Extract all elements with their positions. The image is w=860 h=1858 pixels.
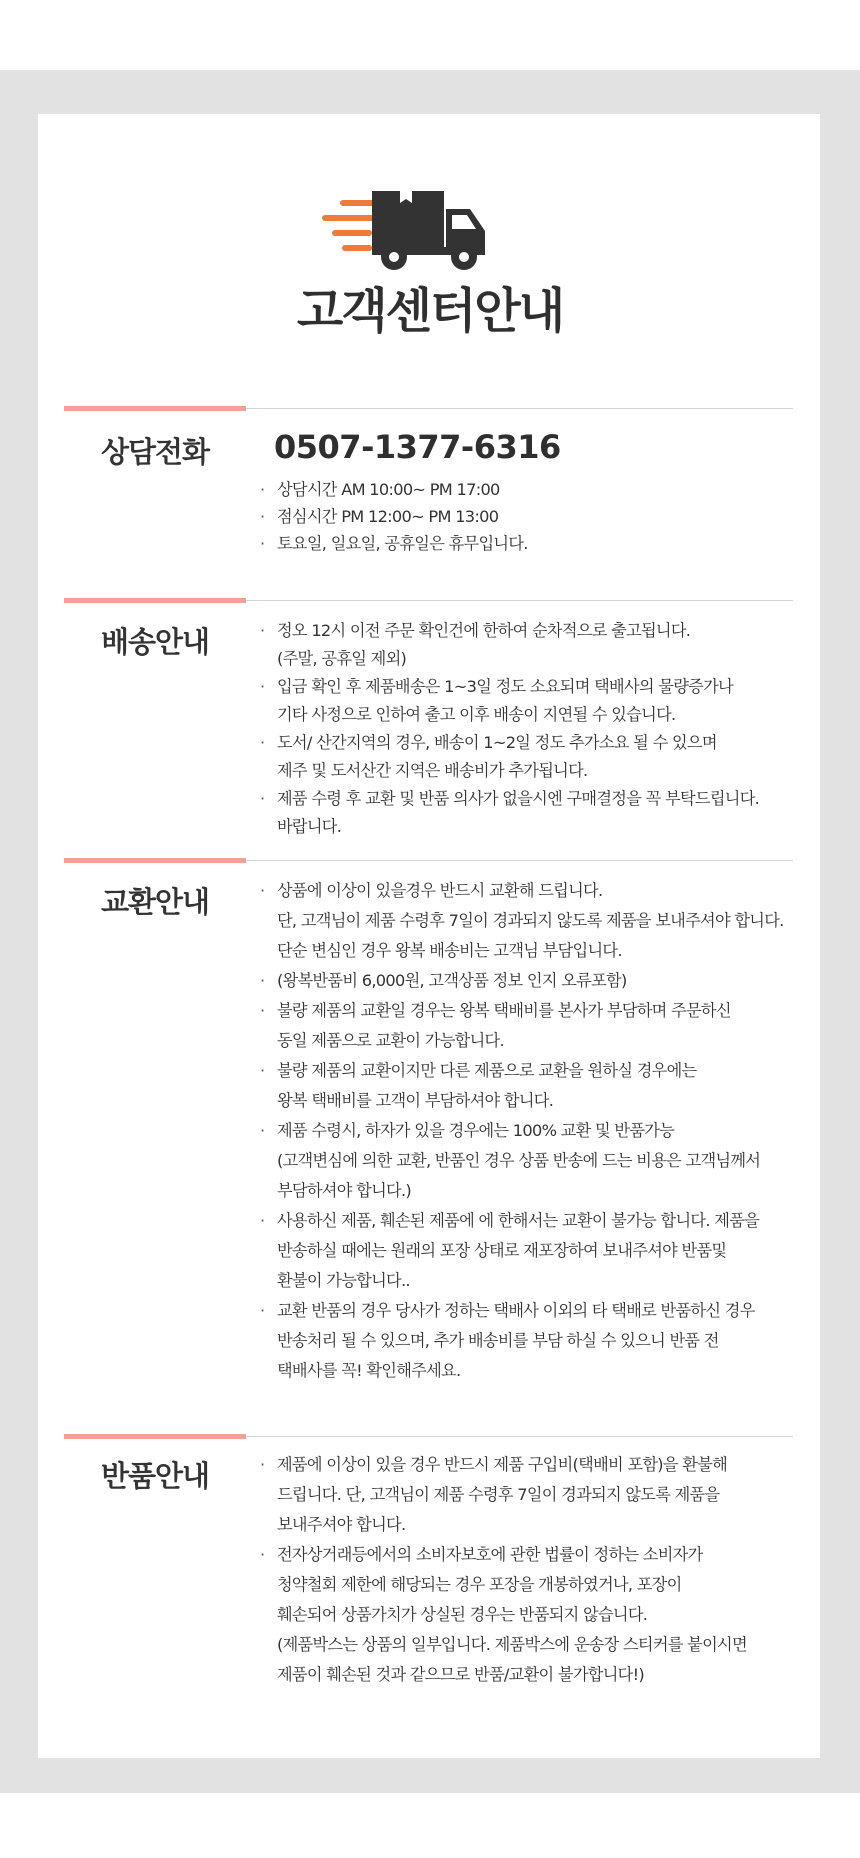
exchange-line: 교환 반품의 경우 당사가 정하는 택배사 이외의 타 택배로 반품하신 경우 (277, 1301, 755, 1320)
return-line: 전자상거래등에서의 소비자보호에 관한 법률이 정하는 소비자가 (277, 1545, 703, 1564)
exchange-line: 제품 수령시, 하자가 있을 경우에는 100% 교환 및 반품가능 (277, 1121, 675, 1140)
exchange-line: 부담하셔야 합니다.) (277, 1181, 412, 1200)
delivery-line: 입금 확인 후 제품배송은 1~3일 정도 소요되며 택배사의 물량증가나 (277, 677, 733, 696)
return-line: 청약철회 제한에 해당되는 경우 포장을 개봉하였거나, 포장이 (277, 1575, 682, 1594)
exchange-line: (왕복반품비 6,000원, 고객상품 정보 인지 오류포함) (277, 971, 627, 990)
exchange-line: 동일 제품으로 교환이 가능합니다. (277, 1031, 504, 1050)
exchange-line: (고객변심에 의한 교환, 반품인 경우 상품 반송에 드는 비용은 고객님께서 (277, 1151, 761, 1170)
exchange-line: 불량 제품의 교환일 경우는 왕복 택배비를 본사가 부담하며 주문하신 (277, 1001, 731, 1020)
exchange-line: 왕복 택배비를 고객이 부담하셔야 합니다. (277, 1091, 554, 1110)
exchange-line: 상품에 이상이 있을경우 반드시 교환해 드립니다. (277, 881, 603, 900)
exchange-line: 택배사를 꼭! 확인해주세요. (277, 1361, 461, 1380)
page-title: 고객센터안내 (296, 283, 564, 339)
return-line: 제품에 이상이 있을 경우 반드시 제품 구입비(택배비 포함)을 환불해 (277, 1455, 728, 1474)
return-line: 보내주셔야 합니다. (277, 1515, 406, 1534)
delivery-truck-icon (322, 185, 487, 273)
delivery-line: 기타 사정으로 인하여 출고 이후 배송이 지연될 수 있습니다. (277, 705, 676, 724)
exchange-line: 환불이 가능합니다.. (277, 1271, 410, 1290)
exchange-line: 불량 제품의 교환이지만 다른 제품으로 교환을 원하실 경우에는 (277, 1061, 697, 1080)
exchange-line: 사용하신 제품, 훼손된 제품에 에 한해서는 교환이 불가능 합니다. 제품을 (277, 1211, 760, 1230)
return-line: 제품이 훼손된 것과 같으므로 반품/교환이 불가합니다!) (277, 1665, 645, 1684)
section-accent-bar (64, 406, 246, 411)
delivery-line: 바랍니다. (277, 817, 342, 836)
contact-line: 점심시간 PM 12:00~ PM 13:00 (277, 507, 499, 526)
section-title-delivery: 배송안내 (100, 625, 210, 659)
contact-line: 토요일, 일요일, 공휴일은 휴무입니다. (277, 534, 528, 553)
section-accent-bar (64, 598, 246, 603)
delivery-line: 제품 수령 후 교환 및 반품 의사가 없을시엔 구매결정을 꼭 부탁드립니다. (277, 789, 760, 808)
exchange-line: 단, 고객님이 제품 수령후 7일이 경과되지 않도록 제품을 보내주셔야 합니다. (277, 911, 784, 930)
section-accent-bar (64, 858, 246, 863)
exchange-line: 단순 변심인 경우 왕복 배송비는 고객님 부담입니다. (277, 941, 622, 960)
delivery-line: 제주 및 도서산간 지역은 배송비가 추가됩니다. (277, 761, 588, 780)
delivery-line: 도서/ 산간지역의 경우, 배송이 1~2일 정도 추가소요 될 수 있으며 (277, 733, 717, 752)
contact-line: 상담시간 AM 10:00~ PM 17:00 (277, 480, 500, 499)
return-line: 드립니다. 단, 고객님이 제품 수령후 7일이 경과되지 않도록 제품을 (277, 1485, 720, 1504)
exchange-line: 반송처리 될 수 있으며, 추가 배송비를 부담 하실 수 있으니 반품 전 (277, 1331, 719, 1350)
section-accent-bar (64, 1434, 246, 1439)
phone-number: 0507-1377-6316 (274, 428, 561, 466)
exchange-line: 반송하실 때에는 원래의 포장 상태로 재포장하여 보내주셔야 반품및 (277, 1241, 727, 1260)
return-line: 훼손되어 상품가치가 상실된 경우는 반품되지 않습니다. (277, 1605, 648, 1624)
section-title-contact: 상담전화 (100, 435, 210, 469)
return-line: (제품박스는 상품의 일부입니다. 제품박스에 운송장 스티커를 붙이시면 (277, 1635, 747, 1654)
delivery-line: (주말, 공휴일 제외) (277, 649, 407, 668)
section-title-return: 반품안내 (100, 1459, 210, 1493)
delivery-line: 정오 12시 이전 주문 확인건에 한하여 순차적으로 출고됩니다. (277, 621, 691, 640)
section-title-exchange: 교환안내 (100, 885, 210, 919)
